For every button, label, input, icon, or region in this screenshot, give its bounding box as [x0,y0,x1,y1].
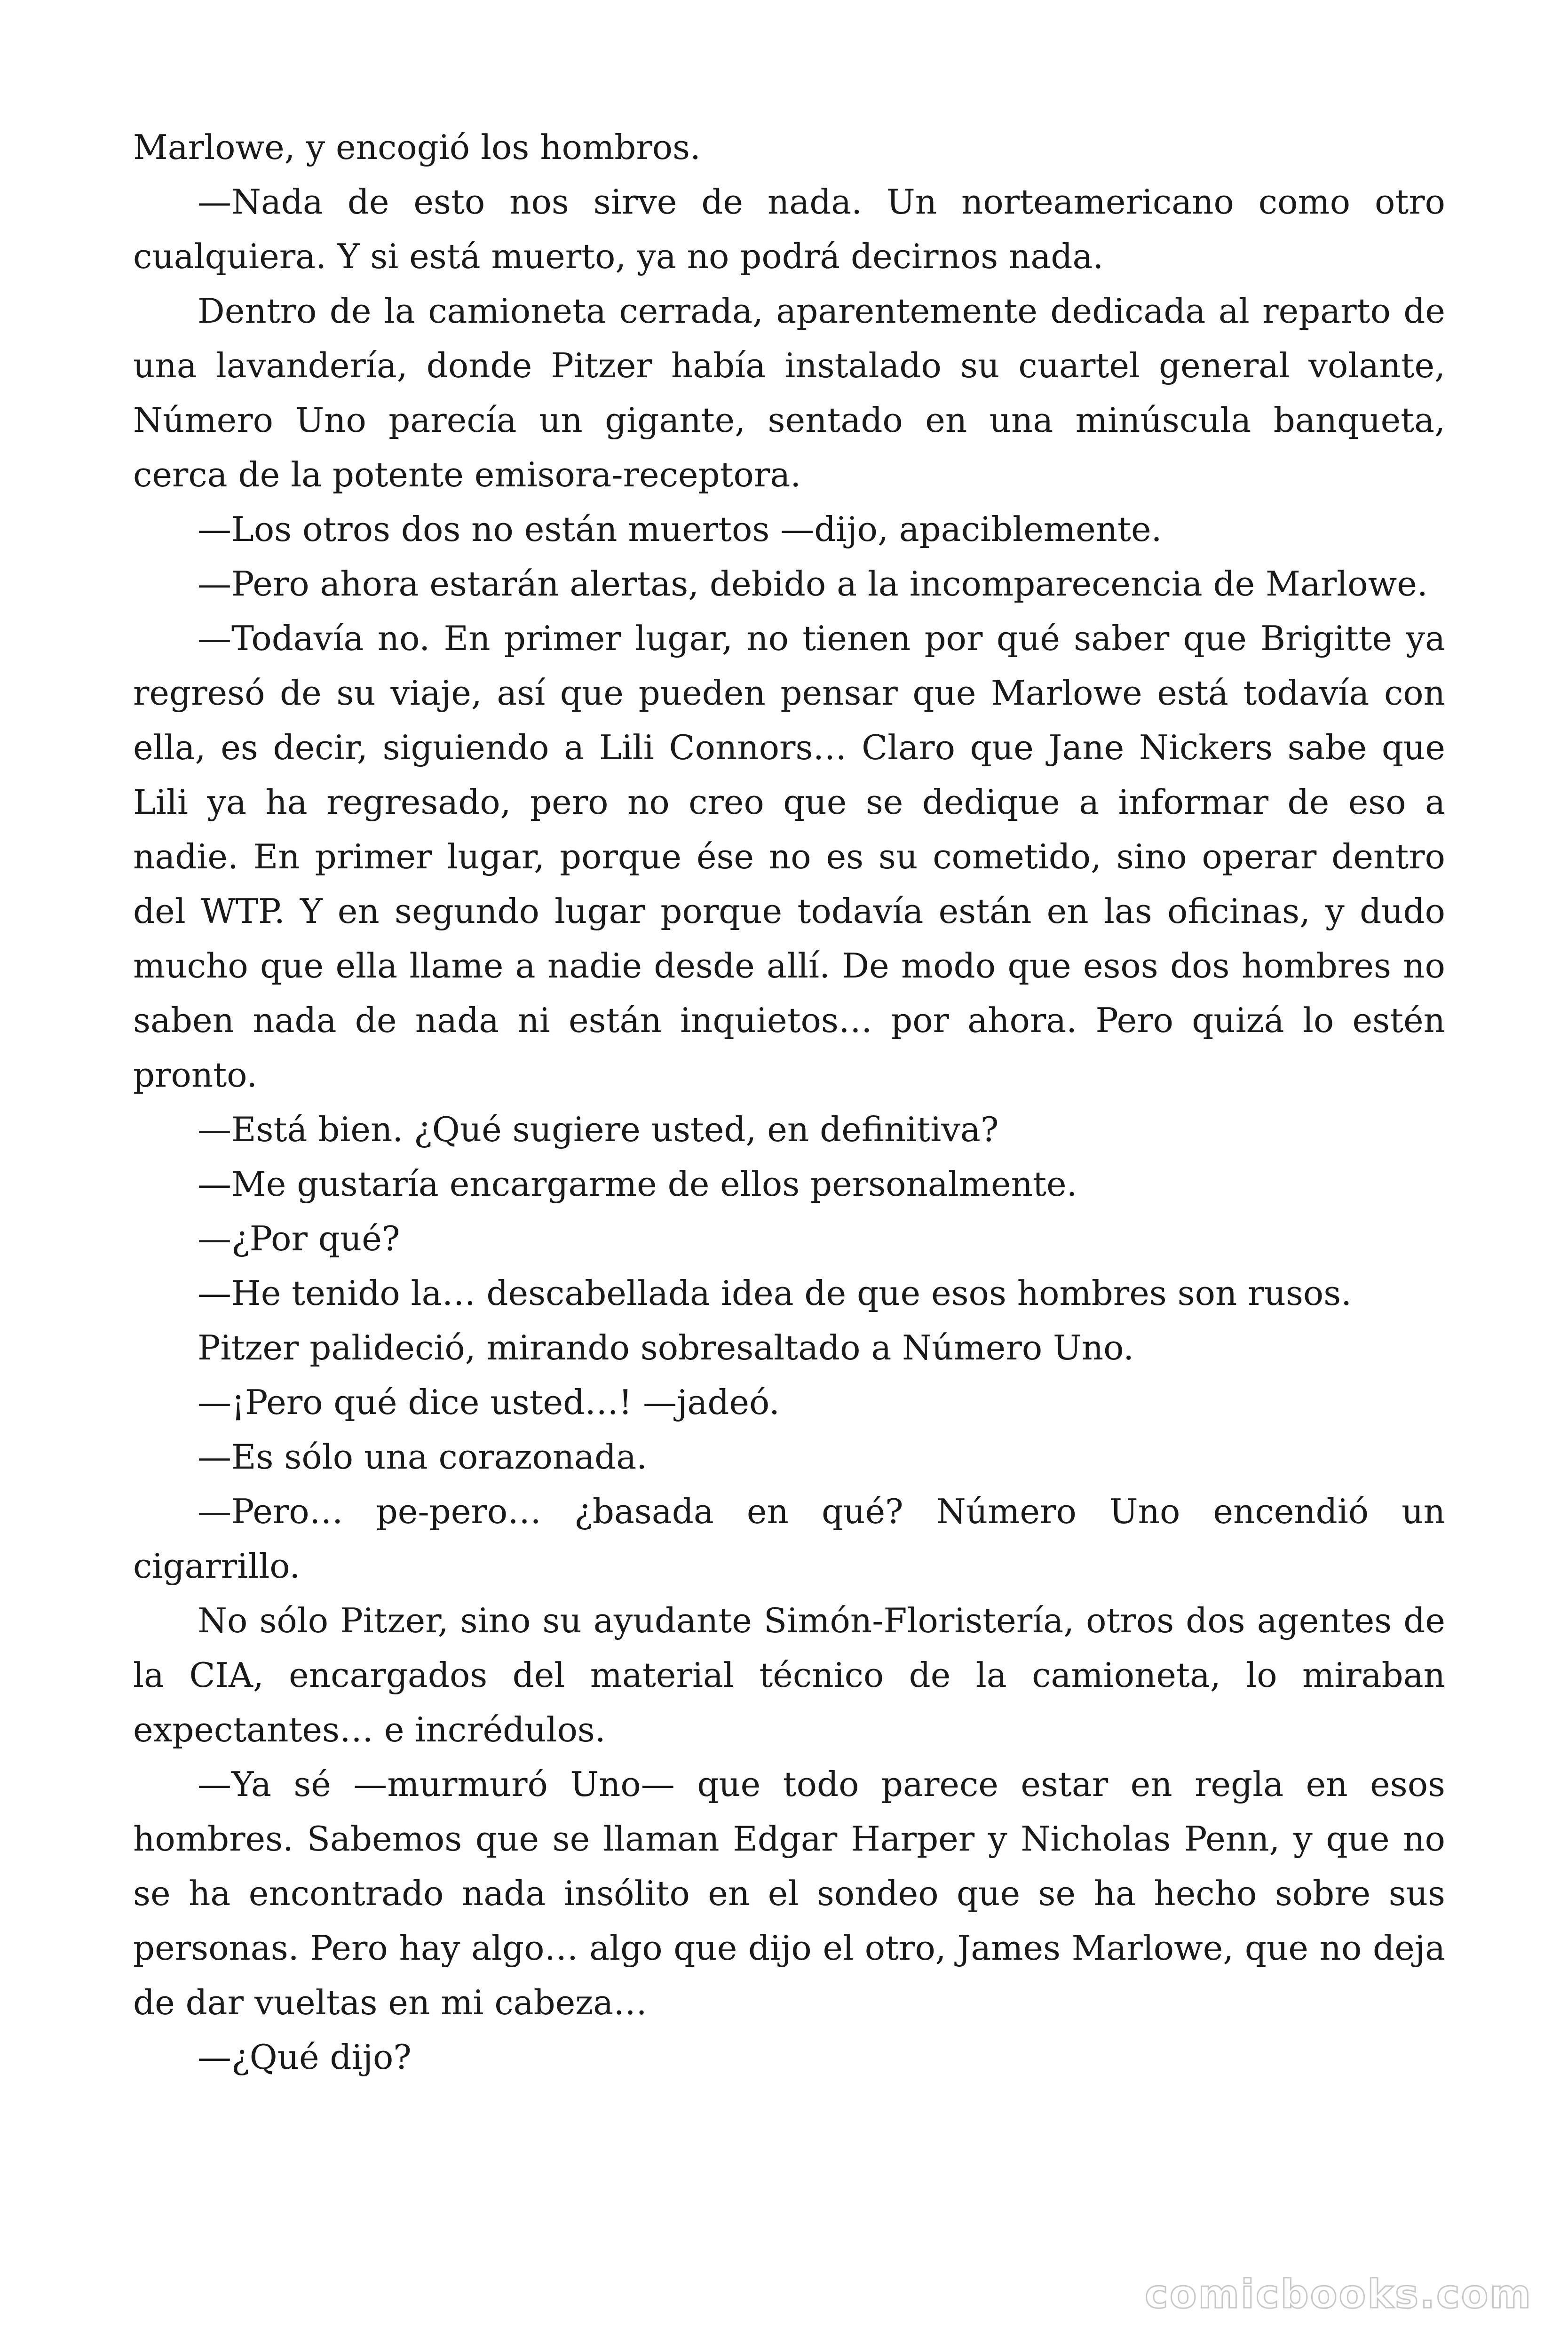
book-page-text [133,120,1445,2237]
paragraph: —He tenido la… descabellada idea de que esos hombres son rusos. [198,1273,1352,1313]
paragraph: Dentro de la camioneta cerrada, aparentemente dedicada al reparto de una lavandería, donde Pitzer había instalado su cuartel general volante, Número Uno parecía un gigante, sentado en una minúscula banqueta, cerca de la potente emisora-receptora. [133,291,1445,494]
paragraph: —Ya sé —murmuró Uno— que todo parece estar en regla en esos hombres. Sabemos que se llaman Edgar Harper y Nicholas Penn, y que no se ha encontrado nada insólito en el sondeo que se ha hecho sobre sus personas. Pero hay algo… algo que dijo el otro, James Marlowe, que no deja de dar vueltas en mi cabeza… [133,1764,1445,2022]
paragraph: —Los otros dos no están muertos —dijo, apaciblemente. [198,509,1162,549]
paragraph: —Es sólo una corazonada. [198,1437,648,1477]
watermark: comicbooks.com [1145,2271,1532,2317]
paragraph: —¡Pero qué dice usted…! —jadeó. [198,1383,780,1422]
paragraph: Marlowe, y encogió los hombros. [133,127,701,167]
paragraph: Pitzer palideció, mirando sobresaltado a Número Uno. [198,1328,1134,1367]
paragraph: —Todavía no. En primer lugar, no tienen por qué saber que Brigitte ya regresó de su viaje, así que pueden pensar que Marlowe está todavía con ella, es decir, siguiendo a Lili Connors… Claro que Jane Nickers sabe que Lili ya ha regresado, pero no creo que se dedique a informar de eso a nadie. En primer lugar, porque ése no es su cometido, sino operar dentro del WTP. Y en segundo lugar porque todavía están en las oficinas, y dudo mucho que ella llame a nadie desde allí. De modo que esos dos hombres no saben nada de nada ni están inquietos… por ahora. Pero quizá lo estén pronto. [133,619,1445,1095]
paragraph: —Pero… pe-pero… ¿basada en qué? Número Uno encendió un cigarrillo. [133,1492,1445,1586]
paragraph: —Está bien. ¿Qué sugiere usted, en definitiva? [198,1110,999,1149]
paragraph: —Pero ahora estarán alertas, debido a la incomparecencia de Marlowe. [198,564,1428,604]
paragraph: —¿Qué dijo? [198,2037,412,2077]
paragraph: —¿Por qué? [198,1219,400,1258]
paragraph: —Me gustaría encargarme de ellos personalmente. [198,1164,1077,1204]
paragraph: —Nada de esto nos sirve de nada. Un norteamericano como otro cualquiera. Y si está muerto, ya no podrá decirnos nada. [133,182,1445,276]
paragraph: No sólo Pitzer, sino su ayudante Simón-Floristería, otros dos agentes de la CIA, encargados del material técnico de la camioneta, lo miraban expectantes… e incrédulos. [133,1601,1445,1749]
